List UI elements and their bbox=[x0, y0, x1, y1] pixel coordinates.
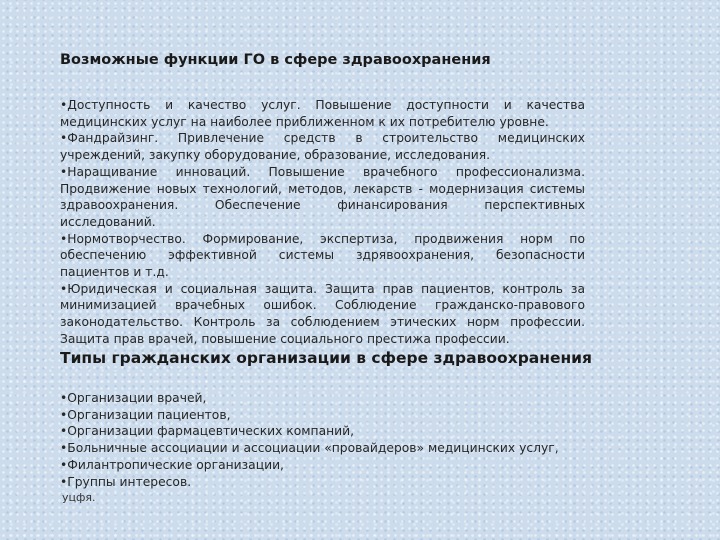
list-item: •Группы интересов. bbox=[60, 474, 192, 489]
list-item: •Организации врачей, bbox=[60, 391, 207, 405]
functions-list bbox=[60, 97, 585, 348]
list-item: •Организации пациентов, bbox=[60, 407, 231, 422]
function-rulemaking: •Нормотворчество. Формирование, экспертиза, продвижения норм по обеспечению эффективной системы здрявоохранения, безопасности пациентов и т.д. bbox=[60, 231, 585, 280]
function-innovation: •Наращивание инноваций. Повышение врачебного профессионализма. Продвижение новых технологий, методов, лекарств - модернизация системы здравоохранения. Обеспечение финансирования перспективных исследований. bbox=[60, 164, 585, 229]
section-functions-title: Возможные функции ГО в сфере здравоохранения bbox=[60, 52, 491, 68]
function-legal-protection: •Юридическая и социальная защита. Защита прав пациентов, контроль за минимизацией врачебных ошибок. Соблюдение гражданско-правового законодательство. Контроль за соблюдением этических норм профессии. Защита прав врачей, повышение социального престижа профессии. bbox=[60, 281, 585, 346]
list-item: •Филантропические организации, bbox=[60, 457, 284, 472]
footnote: уцфя. bbox=[62, 491, 96, 505]
function-fundraising: •Фандрайзинг. Привлечение средств в строительство медицинских учреждений, закупку оборудование, образование, исследования. bbox=[60, 131, 585, 163]
section-types-title: Типы гражданских организации в сфере здравоохранения bbox=[60, 349, 592, 367]
org-types-list bbox=[60, 390, 620, 507]
function-access-quality: •Доступность и качество услуг. Повышение доступности и качества медицинских услуг на наиболее приближенном к их потребителю уровне. bbox=[60, 98, 585, 129]
list-item: •Больничные ассоциации и ассоциации «провайдеров» медицинских услуг, bbox=[60, 441, 559, 456]
list-item: •Организации фармацевтических компаний, bbox=[60, 424, 355, 439]
